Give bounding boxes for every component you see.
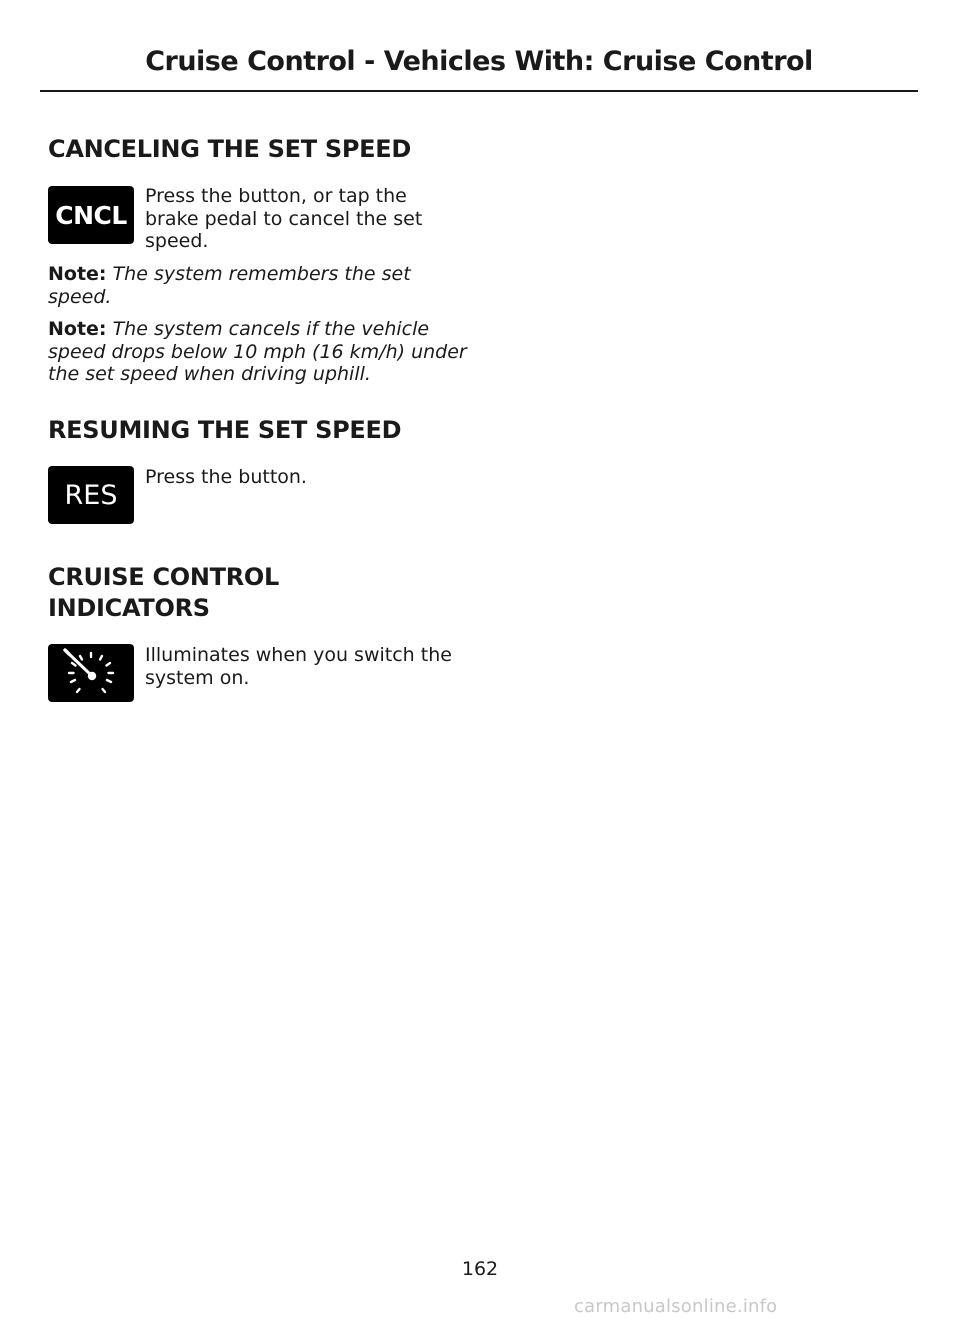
note-text: The system cancels if the vehicle speed drops below 10 mph (16 km/h) under the set speed when driving uphill. bbox=[48, 318, 467, 385]
speedometer-icon bbox=[61, 648, 121, 698]
section-heading-canceling: CANCELING THE SET SPEED bbox=[48, 135, 411, 163]
cncl-button-label: CNCL bbox=[55, 200, 127, 230]
section-heading-indicators bbox=[48, 562, 279, 624]
canceling-instruction: Press the button, or tap the brake pedal to cancel the set speed. bbox=[145, 185, 423, 252]
note-remembers bbox=[48, 263, 468, 308]
watermark: carmanualsonline.info bbox=[574, 1296, 778, 1317]
page-number: 162 bbox=[461, 1258, 499, 1280]
section-heading-resuming: RESUMING THE SET SPEED bbox=[48, 416, 402, 444]
note-text: The system remembers the set speed. bbox=[48, 263, 411, 308]
resuming-instruction: Press the button. bbox=[145, 466, 307, 488]
indicators-instruction: Illuminates when you switch the system on. bbox=[145, 644, 452, 689]
cncl-button-icon bbox=[48, 186, 134, 244]
indicators-heading-line-2: INDICATORS bbox=[48, 594, 210, 622]
note-label: Note: bbox=[48, 263, 107, 285]
res-button-label: RES bbox=[64, 479, 118, 511]
note-cancels-uphill bbox=[48, 318, 468, 386]
res-button-icon bbox=[48, 466, 134, 524]
cruise-control-speedometer-icon bbox=[48, 644, 134, 702]
note-label: Note: bbox=[48, 318, 107, 340]
page-title: Cruise Control - Vehicles With: Cruise Control bbox=[145, 46, 813, 77]
indicators-heading-line-1: CRUISE CONTROL bbox=[48, 563, 279, 591]
page-header bbox=[40, 40, 918, 92]
